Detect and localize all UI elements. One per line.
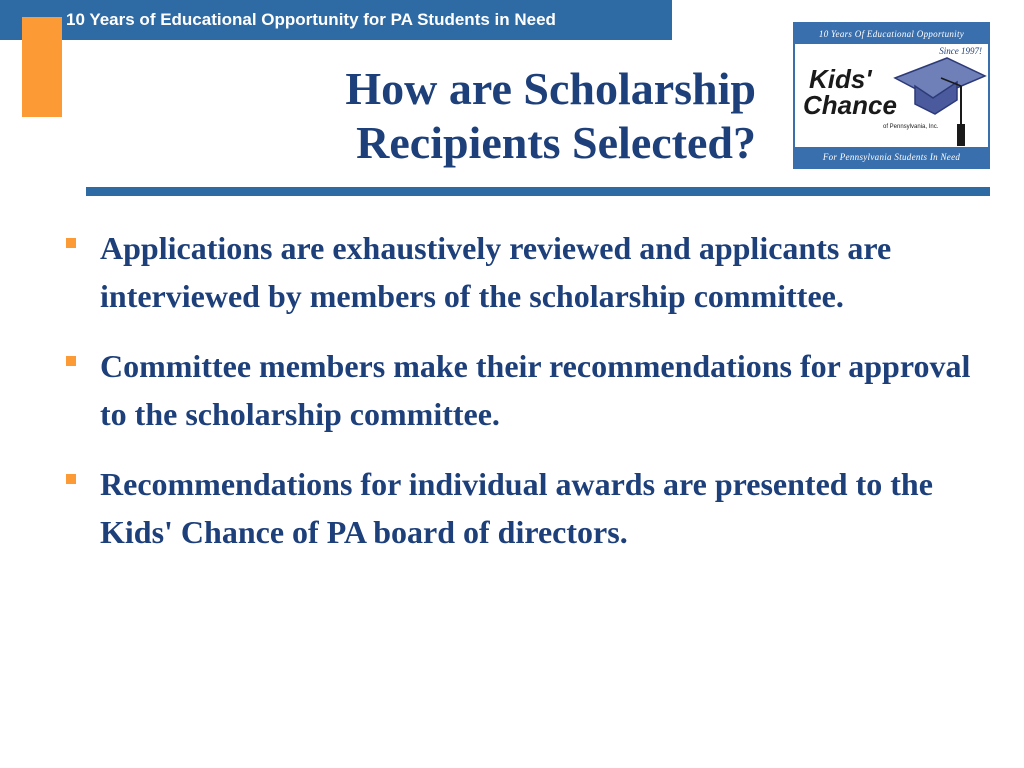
bullet-text: Applications are exhaustively reviewed and applicants are interviewed by members of the scholarship committee. (100, 230, 892, 314)
slide-title (196, 62, 756, 170)
logo-top-band: 10 Years Of Educational Opportunity (795, 24, 988, 44)
bullet-item (62, 224, 982, 320)
bullet-square-icon (66, 238, 76, 248)
bullet-square-icon (66, 356, 76, 366)
graduation-cap-icon (891, 48, 987, 148)
title-line-1: How are Scholarship (345, 63, 756, 114)
orange-accent-block (22, 17, 62, 117)
logo-since-text: Since 1997! (939, 46, 982, 56)
title-line-2: Recipients Selected? (356, 117, 756, 168)
logo-of-pa-text: of Pennsylvania, Inc. (883, 124, 939, 130)
bullet-list (62, 224, 982, 578)
logo-kids-text: Kids' (809, 64, 872, 94)
bullet-text: Committee members make their recommendations for approval to the scholarship committee. (100, 348, 971, 432)
kids-chance-logo (793, 22, 990, 169)
bullet-text: Recommendations for individual awards are presented to the Kids' Chance of PA board of directors. (100, 466, 933, 550)
banner-text: 10 Years of Educational Opportunity for PA Students in Need (66, 10, 556, 29)
top-banner (0, 0, 672, 40)
title-divider (86, 187, 990, 196)
bullet-square-icon (66, 474, 76, 484)
bullet-item (62, 460, 982, 556)
logo-bottom-band: For Pennsylvania Students In Need (795, 147, 988, 167)
bullet-item (62, 342, 982, 438)
logo-chance-text: Chance (803, 90, 897, 120)
